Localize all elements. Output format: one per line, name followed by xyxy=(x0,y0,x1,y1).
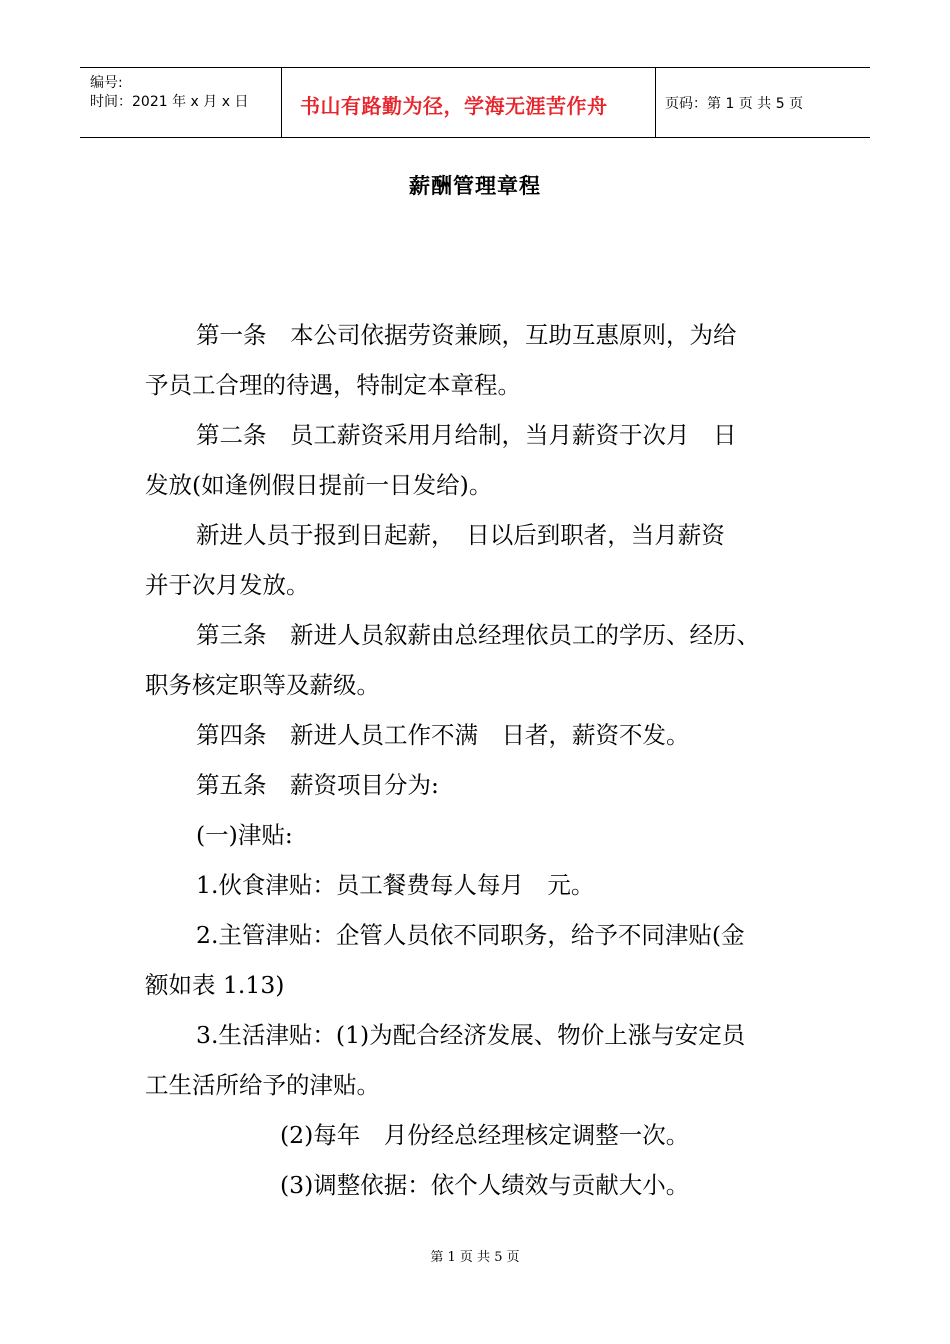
paragraph-line: 第三条 新进人员叙薪由总经理依员工的学历、经历、 xyxy=(196,621,760,649)
header-motto-cell xyxy=(281,68,656,137)
header-page-cell xyxy=(655,68,870,137)
paragraph-line: 第二条 员工薪资采用月给制，当月薪资于次月 日 xyxy=(196,421,737,449)
paragraph-line: 第四条 新进人员工作不满 日者，薪资不发。 xyxy=(196,721,690,749)
header-page-code: 页码：第 1 页 共 5 页 xyxy=(665,96,804,112)
paragraph-line: 并于次月发放。 xyxy=(145,571,310,599)
header-meta-cell xyxy=(80,68,281,137)
header-motto: 书山有路勤为径，学海无涯苦作舟 xyxy=(300,94,608,118)
paragraph-line: 3.生活津贴：(1)为配合经济发展、物价上涨与安定员 xyxy=(196,1021,746,1049)
paragraph-line: 2.主管津贴：企管人员依不同职务，给予不同津贴(金 xyxy=(196,921,745,949)
paragraph-line: 予员工合理的待遇，特制定本章程。 xyxy=(145,371,521,399)
paragraph-line: 职务核定职等及薪级。 xyxy=(145,671,380,699)
paragraph-line: 额如表 1.13) xyxy=(145,971,285,999)
paragraph-line: 新进人员于报到日起薪， 日以后到职者，当月薪资 xyxy=(196,521,725,549)
paragraph-line: (3)调整依据：依个人绩效与贡献大小。 xyxy=(280,1171,690,1199)
paragraph-line: 1.伙食津贴：员工餐费每人每月 元。 xyxy=(196,871,595,899)
paragraph-line: 发放(如逢例假日提前一日发给)。 xyxy=(145,471,493,499)
paragraph-line: 第一条 本公司依据劳资兼顾，互助互惠原则，为给 xyxy=(196,321,737,349)
document-number-label: 编号: xyxy=(90,75,123,91)
document-title: 薪酬管理章程 xyxy=(409,174,541,198)
paragraph-line: 第五条 薪资项目分为: xyxy=(196,771,439,799)
paragraph-line: (2)每年 月份经总经理核定调整一次。 xyxy=(280,1121,690,1149)
header-table xyxy=(80,67,870,138)
paragraph-line: 工生活所给予的津贴。 xyxy=(145,1071,380,1099)
paragraph-line: (一)津贴: xyxy=(196,821,293,849)
page-footer: 第 1 页 共 5 页 xyxy=(430,1250,520,1265)
document-time-label: 时间：2021 年 x 月 x 日 xyxy=(90,94,249,110)
